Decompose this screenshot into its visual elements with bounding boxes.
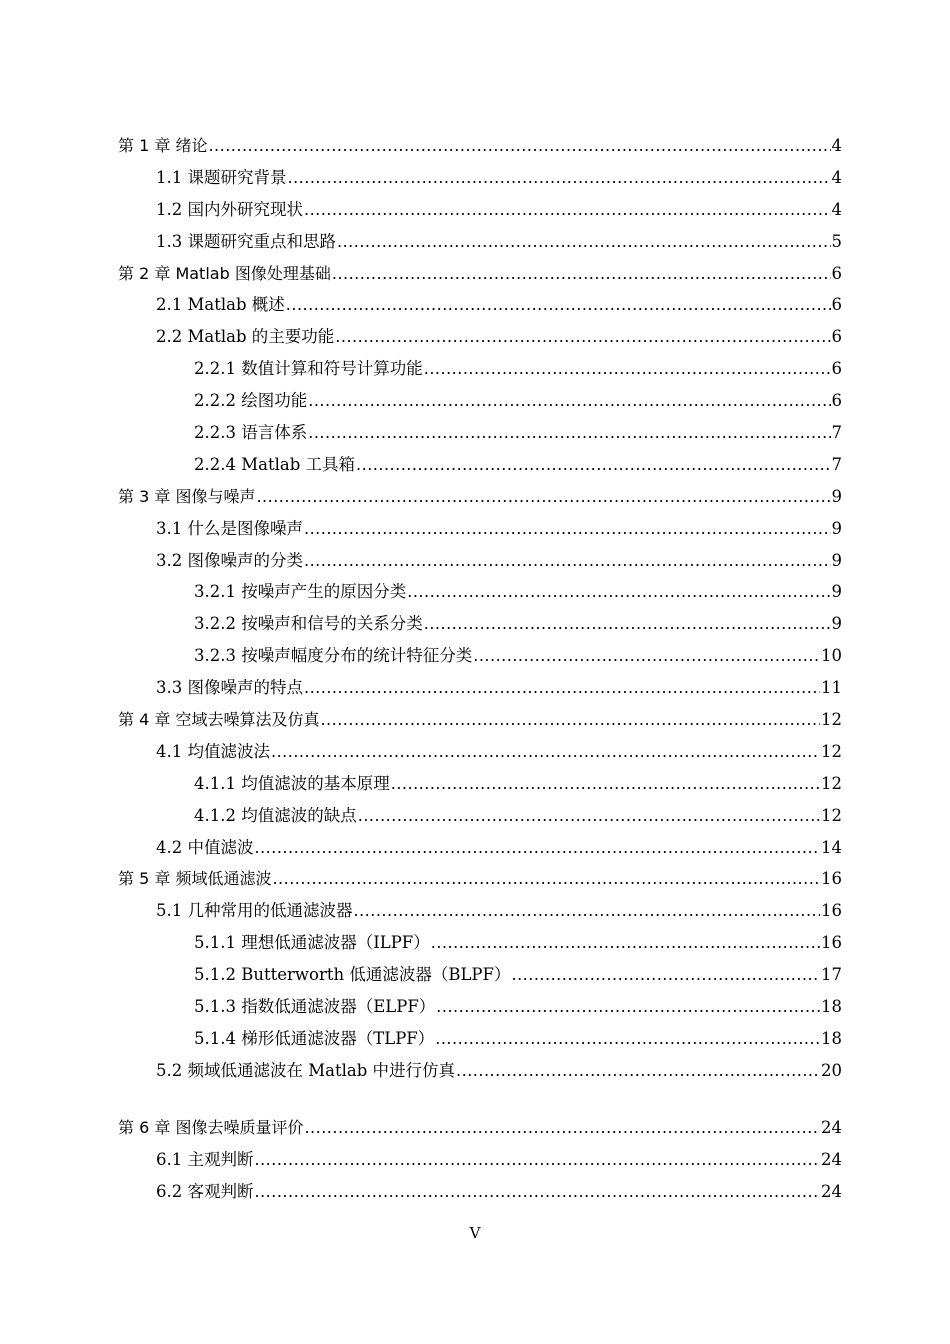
dot-leader	[473, 640, 820, 672]
toc-entry-page: 6	[831, 391, 842, 411]
toc-entry-3-2-3[interactable]	[118, 640, 842, 672]
dot-leader	[320, 704, 820, 736]
dot-leader	[358, 800, 820, 832]
toc-entry-ch5[interactable]	[118, 863, 842, 895]
dot-leader	[335, 321, 830, 353]
toc-entry-title: 6.2 客观判断	[156, 1181, 254, 1201]
toc-entry-2-2-3[interactable]	[118, 417, 842, 449]
toc-entry-5-1-1[interactable]	[118, 927, 842, 959]
dot-leader	[208, 130, 830, 162]
toc-entry-title: 第 2 章 Matlab 图像处理基础	[118, 263, 331, 283]
dot-leader	[304, 672, 820, 704]
dot-leader	[337, 226, 831, 258]
toc-entry-4-1[interactable]	[118, 736, 842, 768]
toc-entry-3-3[interactable]	[118, 672, 842, 704]
toc-entry-page: 10	[821, 646, 842, 666]
toc-entry-title: 3.2.2 按噪声和信号的关系分类	[194, 614, 423, 634]
dot-leader	[435, 1023, 820, 1055]
toc-entry-title: 第 6 章 图像去噪质量评价	[118, 1117, 304, 1137]
toc-entry-title: 2.1 Matlab 概述	[156, 295, 285, 315]
toc-entry-5-1[interactable]	[118, 895, 842, 927]
toc-entry-page: 20	[821, 1060, 842, 1080]
toc-entry-page: 6	[831, 263, 842, 283]
toc-entry-title: 3.2.1 按噪声产生的原因分类	[194, 582, 407, 602]
toc-entry-title: 5.1.4 梯形低通滤波器（TLPF）	[194, 1028, 435, 1048]
toc-entry-page: 16	[821, 869, 842, 889]
dot-leader	[424, 608, 831, 640]
toc-entry-title: 4.1 均值滤波法	[156, 741, 270, 761]
toc-entry-title: 2.2 Matlab 的主要功能	[156, 327, 335, 347]
toc-entry-page: 9	[831, 518, 842, 538]
toc-entry-title: 3.2.3 按噪声幅度分布的统计特征分类	[194, 646, 473, 666]
toc-entry-page: 4	[831, 199, 842, 219]
toc-entry-page: 7	[831, 454, 842, 474]
toc-entry-5-2[interactable]	[118, 1055, 842, 1087]
dot-leader	[332, 258, 831, 290]
toc-entry-page: 7	[831, 423, 842, 443]
toc-entry-page: 24	[821, 1181, 842, 1201]
toc-entry-2-1[interactable]	[118, 289, 842, 321]
toc-entry-3-1[interactable]	[118, 513, 842, 545]
toc-entry-1-2[interactable]	[118, 194, 842, 226]
toc-entry-page: 18	[821, 1028, 842, 1048]
toc-entry-ch6[interactable]	[118, 1112, 842, 1144]
toc-entry-page: 12	[821, 710, 842, 730]
toc-entry-page: 16	[821, 933, 842, 953]
toc-entry-ch3[interactable]	[118, 481, 842, 513]
table-of-contents	[118, 130, 842, 1207]
toc-entry-page: 11	[821, 678, 842, 698]
toc-entry-4-1-1[interactable]	[118, 768, 842, 800]
dot-leader	[407, 576, 830, 608]
toc-entry-title: 2.2.1 数值计算和符号计算功能	[194, 359, 423, 379]
toc-entry-page: 24	[821, 1149, 842, 1169]
dot-leader	[304, 194, 831, 226]
toc-entry-title: 2.2.3 语言体系	[194, 423, 308, 443]
toc-entry-page: 16	[821, 901, 842, 921]
dot-leader	[255, 1144, 821, 1176]
toc-entry-page: 4	[831, 167, 842, 187]
dot-leader	[288, 162, 831, 194]
toc-entry-title: 5.1.1 理想低通滤波器（ILPF）	[194, 933, 430, 953]
toc-entry-page: 6	[831, 327, 842, 347]
toc-entry-2-2-2[interactable]	[118, 385, 842, 417]
toc-entry-title: 2.2.4 Matlab 工具箱	[194, 454, 356, 474]
toc-entry-title: 第 5 章 频域低通滤波	[118, 869, 272, 889]
dot-leader	[436, 991, 820, 1023]
toc-entry-6-2[interactable]	[118, 1176, 842, 1208]
toc-entry-title: 3.3 图像噪声的特点	[156, 678, 303, 698]
toc-entry-title: 1.2 国内外研究现状	[156, 199, 303, 219]
toc-entry-title: 第 3 章 图像与噪声	[118, 486, 256, 506]
dot-leader	[308, 417, 830, 449]
dot-leader	[304, 1112, 820, 1144]
dot-leader	[424, 353, 831, 385]
dot-leader	[354, 895, 821, 927]
toc-entry-title: 3.2 图像噪声的分类	[156, 550, 303, 570]
toc-entry-2-2[interactable]	[118, 321, 842, 353]
toc-entry-3-2[interactable]	[118, 545, 842, 577]
toc-entry-page: 9	[831, 550, 842, 570]
toc-entry-page: 14	[821, 837, 842, 857]
toc-entry-page: 9	[831, 486, 842, 506]
toc-entry-title: 5.1 几种常用的低通滤波器	[156, 901, 353, 921]
toc-entry-title: 5.2 频域低通滤波在 Matlab 中进行仿真	[156, 1060, 456, 1080]
toc-entry-ch2[interactable]	[118, 258, 842, 290]
toc-entry-page: 9	[831, 582, 842, 602]
toc-entry-title: 4.1.2 均值滤波的缺点	[194, 805, 357, 825]
dot-leader	[308, 385, 830, 417]
toc-entry-title: 第 4 章 空域去噪算法及仿真	[118, 710, 320, 730]
toc-entry-3-2-1[interactable]	[118, 576, 842, 608]
toc-entry-title: 5.1.3 指数低通滤波器（ELPF）	[194, 997, 436, 1017]
toc-entry-page: 12	[821, 773, 842, 793]
toc-entry-1-3[interactable]	[118, 226, 842, 258]
dot-leader	[511, 959, 820, 991]
toc-entry-title: 6.1 主观判断	[156, 1149, 254, 1169]
dot-leader	[256, 481, 830, 513]
dot-leader	[431, 927, 820, 959]
toc-entry-title: 4.1.1 均值滤波的基本原理	[194, 773, 390, 793]
toc-entry-ch4[interactable]	[118, 704, 842, 736]
dot-leader	[255, 1176, 821, 1208]
dot-leader	[356, 449, 830, 481]
page-number-footer: V	[469, 1224, 481, 1242]
toc-entry-title: 4.2 中值滤波	[156, 837, 254, 857]
dot-leader	[255, 832, 821, 864]
dot-leader	[391, 768, 820, 800]
toc-entry-2-2-1[interactable]	[118, 353, 842, 385]
toc-entry-page: 18	[821, 997, 842, 1017]
dot-leader	[304, 545, 831, 577]
dot-leader	[456, 1055, 820, 1087]
toc-entry-5-1-3[interactable]	[118, 991, 842, 1023]
toc-entry-page: 17	[821, 965, 842, 985]
toc-entry-title: 1.3 课题研究重点和思路	[156, 231, 336, 251]
toc-entry-page: 4	[831, 136, 842, 155]
toc-entry-5-1-4[interactable]	[118, 1023, 842, 1055]
toc-entry-ch1[interactable]	[118, 130, 842, 162]
toc-entry-page: 5	[831, 231, 842, 251]
toc-entry-title: 第 1 章 绪论	[118, 136, 208, 155]
dot-leader	[286, 289, 831, 321]
toc-entry-2-2-4[interactable]	[118, 449, 842, 481]
dot-leader	[272, 863, 820, 895]
toc-entry-page: 12	[821, 805, 842, 825]
toc-entry-4-1-2[interactable]	[118, 800, 842, 832]
toc-entry-page: 6	[831, 359, 842, 379]
toc-entry-4-2[interactable]	[118, 832, 842, 864]
toc-entry-1-1[interactable]	[118, 162, 842, 194]
toc-entry-page: 24	[821, 1117, 842, 1137]
toc-entry-title: 1.1 课题研究背景	[156, 167, 287, 187]
toc-entry-page: 12	[821, 741, 842, 761]
toc-entry-title: 3.1 什么是图像噪声	[156, 518, 303, 538]
toc-entry-page: 6	[831, 295, 842, 315]
toc-entry-5-1-2[interactable]	[118, 959, 842, 991]
toc-entry-6-1[interactable]	[118, 1144, 842, 1176]
toc-entry-page: 9	[831, 614, 842, 634]
toc-entry-title: 5.1.2 Butterworth 低通滤波器（BLPF）	[194, 965, 511, 985]
dot-leader	[271, 736, 820, 768]
dot-leader	[304, 513, 831, 545]
toc-entry-title: 2.2.2 绘图功能	[194, 391, 308, 411]
toc-entry-3-2-2[interactable]	[118, 608, 842, 640]
